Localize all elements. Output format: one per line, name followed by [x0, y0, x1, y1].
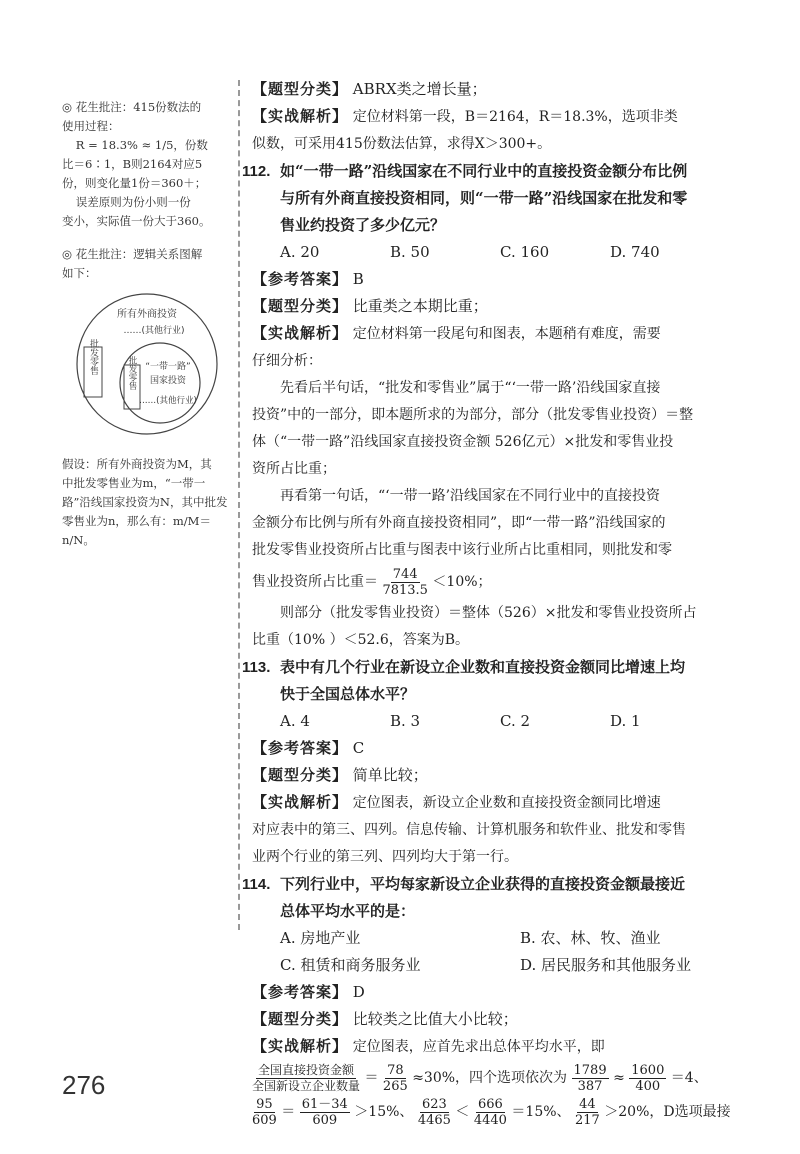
main-content [242, 76, 752, 1129]
note-line: 路”沿线国家投资为N，其中批发 [62, 495, 228, 509]
note-line: 变小，实际值一份大于360。 [62, 214, 211, 228]
fraction-numerator: 全国直接投资金额 [258, 1062, 355, 1077]
option-b[interactable]: B. 3 [390, 712, 421, 730]
q114-answer-line [252, 979, 752, 1006]
answer-label: 【参考答案】 [252, 983, 349, 1001]
fraction [382, 567, 428, 598]
peanut-note-2 [62, 245, 232, 550]
analysis-text: 再看第一句话，“‘一带一路’沿线国家在不同行业中的直接投资 [280, 488, 661, 504]
relationship-diagram [72, 289, 222, 439]
option-a[interactable]: A. 房地产业 [280, 929, 361, 947]
class-text: ABRX类之增长量； [352, 80, 487, 98]
fraction-denominator: 400 [635, 1078, 661, 1094]
question-line: 如“一带一路”沿线国家在不同行业中的直接投资金额分布比例 [280, 162, 688, 180]
prev-analysis-line [252, 103, 752, 131]
q114-class-line [252, 1006, 752, 1033]
class-text: 比重类之本期比重； [352, 297, 488, 315]
analysis-text: 业两个行业的第三列、四列均大于第一行。 [252, 849, 518, 865]
analysis-text: 仔细分析： [252, 353, 322, 369]
answer-label: 【参考答案】 [252, 739, 349, 757]
option-a[interactable]: A. 4 [280, 712, 310, 730]
question-line: 总体平均水平的是： [280, 902, 416, 920]
answer-value: B [352, 270, 364, 288]
class-text: 简单比较； [352, 766, 428, 784]
analysis-text: ＝4、 [670, 1070, 708, 1086]
option-c[interactable]: C. 2 [500, 712, 531, 730]
q112-answer-line [252, 266, 752, 293]
analysis-text: 体（“一带一路”沿线国家直接投资金额 526亿元）×批发和零售业投 [252, 434, 674, 450]
diagram-inner-sub: ……(其他行业) [139, 396, 197, 406]
option-d[interactable]: D. 居民服务和其他服务业 [520, 956, 692, 974]
prev-class-line [252, 76, 752, 103]
analysis-text: 资所占比重； [252, 461, 336, 477]
fraction-numerator: 61－34 [301, 1096, 348, 1112]
analysis-text: 则部分（批发零售业投资）＝整体（526）×批发和零售业投资所占 [280, 605, 697, 621]
operator: ＝ [364, 1070, 379, 1086]
analysis-text: ＞20%，D选项最接 [604, 1104, 731, 1120]
option-d[interactable]: D. 1 [610, 712, 641, 730]
question-number: 112. [242, 163, 271, 180]
diagram-inner-label: 国家投资 [149, 376, 187, 386]
question-number: 113. [242, 659, 271, 676]
analysis-text: ≈30%，四个选项依次为 [412, 1070, 568, 1086]
class-label: 【题型分类】 [252, 766, 349, 784]
analysis-text: ＞15%、 [354, 1104, 414, 1120]
q114-options [252, 925, 752, 979]
note-line: 比＝6∶1，B则2164对应5 [62, 157, 203, 171]
q113-class-line [252, 762, 752, 789]
fraction-numerator: 744 [392, 566, 418, 582]
fraction [418, 1097, 451, 1128]
note-line: 使用过程： [62, 119, 120, 133]
column-divider [238, 80, 240, 930]
fraction-numerator: 95 [256, 1096, 273, 1112]
q114-formula-line-1 [252, 1061, 752, 1095]
question-112 [242, 158, 752, 239]
answer-label: 【参考答案】 [252, 270, 349, 288]
q113-options [252, 708, 752, 735]
fraction [572, 1063, 609, 1094]
fraction-denominator: 265 [382, 1078, 408, 1094]
fraction-denominator: 217 [574, 1112, 600, 1128]
question-line: 与所有外商直接投资相同，则“一带一路”沿线国家在批发和零 [280, 189, 688, 207]
analysis-text: ＝15%、 [511, 1104, 571, 1120]
analysis-text: 投资”中的一部分，即本题所求的为部分，部分（批发零售业投资）＝整 [252, 407, 694, 423]
q112-options [252, 239, 752, 266]
analysis-text: 似数，可采用415份数法估算，求得X＞300+。 [252, 136, 552, 152]
fraction [629, 1063, 666, 1094]
class-label: 【题型分类】 [252, 297, 349, 315]
question-line: 快于全国总体水平？ [280, 685, 416, 703]
option-c[interactable]: C. 160 [500, 243, 550, 261]
fraction [252, 1063, 360, 1094]
analysis-label: 【实战解析】 [252, 1037, 349, 1055]
fraction-numerator: 44 [579, 1096, 596, 1112]
diagram-left-tag: 批发零售 [88, 339, 98, 375]
analysis-text: 定位图表，新设立企业数和直接投资金额同比增速 [352, 795, 661, 811]
operator: ＜ [455, 1104, 470, 1120]
fraction-denominator: 387 [577, 1078, 603, 1094]
fraction [383, 1063, 408, 1094]
analysis-text: ＜10%； [432, 574, 492, 590]
fraction-denominator: 609 [252, 1112, 277, 1128]
analysis-text: 定位材料第一段，B＝2164，R＝18.3%，选项非类 [352, 109, 678, 125]
analysis-text: 对应表中的第三、四列。信息传输、计算机服务和软件业、批发和零售 [252, 822, 686, 838]
analysis-text: 售业投资所占比重＝ [252, 574, 378, 590]
question-number: 114. [242, 876, 271, 893]
question-line: 下列行业中，平均每家新设立企业获得的直接投资金额最接近 [280, 875, 686, 893]
q112-analysis-line [252, 320, 752, 348]
operator: ≈ [613, 1070, 625, 1086]
class-text: 比较类之比值大小比较； [352, 1010, 518, 1028]
analysis-label: 【实战解析】 [252, 324, 349, 342]
fraction [474, 1097, 507, 1128]
note-line: R = 18.3% ≈ 1/5，份数 [75, 138, 208, 152]
question-114 [242, 871, 752, 925]
option-a[interactable]: A. 20 [280, 243, 320, 261]
option-b[interactable]: B. 50 [390, 243, 430, 261]
note-line: 如下： [62, 266, 97, 280]
page-number: 276 [62, 1070, 106, 1100]
q113-analysis-line [252, 789, 752, 817]
note-line: ◎ 花生批注：逻辑关系图解 [62, 247, 203, 261]
question-113 [242, 654, 752, 708]
diagram-outer-label: 所有外商投资 [117, 309, 177, 320]
fraction-numerator: 1600 [631, 1062, 665, 1078]
analysis-text: 比重（10% ）＜52.6，答案为B。 [252, 632, 470, 648]
note-line: 中批发零售业为m，“一带一 [62, 476, 206, 490]
operator: ＝ [281, 1104, 296, 1120]
analysis-label: 【实战解析】 [252, 793, 349, 811]
class-label: 【题型分类】 [252, 80, 349, 98]
analysis-label: 【实战解析】 [252, 107, 349, 125]
q114-formula-line-2 [252, 1095, 752, 1129]
q113-answer-line [252, 735, 752, 762]
note-line: 误差原则为份小则一份 [75, 195, 191, 209]
analysis-text: 定位材料第一段尾句和图表，本题稍有难度，需要 [352, 326, 661, 342]
diagram-outer-sub: ……(其他行业) [123, 326, 185, 336]
fraction [575, 1097, 600, 1128]
fraction [252, 1097, 277, 1128]
class-label: 【题型分类】 [252, 1010, 349, 1028]
fraction-numerator: 623 [421, 1096, 447, 1112]
q114-analysis-line [252, 1033, 752, 1061]
answer-value: C [352, 739, 365, 757]
q112-class-line [252, 293, 752, 320]
analysis-text: 先看后半句话，“批发和零售业”属于“‘一带一路’沿线国家直接 [280, 380, 661, 396]
diagram-inner-left: 批发零售 [127, 356, 137, 390]
fraction-denominator: 全国新设立企业数量 [252, 1078, 361, 1093]
question-line: 售业约投资了多少亿元？ [280, 216, 446, 234]
peanut-note-1 [62, 98, 232, 231]
margin-notes [62, 98, 232, 550]
analysis-text: 定位图表，应首先求出总体平均水平，即 [352, 1039, 605, 1055]
question-line: 表中有几个行业在新设立企业数和直接投资金额同比增速上均 [280, 658, 686, 676]
analysis-formula-line [252, 564, 752, 600]
option-b[interactable]: B. 农、林、牧、渔业 [520, 929, 661, 947]
note-line: 假设：所有外商投资为M，其 [62, 457, 212, 471]
fraction-numerator: 78 [387, 1062, 404, 1078]
diagram-inner-title: “一带一路” [145, 362, 191, 372]
fraction-numerator: 1789 [573, 1062, 607, 1078]
fraction-numerator: 666 [477, 1096, 503, 1112]
note-line: 零售业为n，那么有：m/M＝n/N。 [62, 514, 211, 547]
analysis-text: 金额分布比例与所有外商直接投资相同”，即“一带一路”沿线国家的 [252, 515, 666, 531]
answer-value: D [352, 983, 365, 1001]
fraction-denominator: 7813.5 [382, 582, 428, 598]
option-d[interactable]: D. 740 [610, 243, 660, 261]
fraction-denominator: 4440 [473, 1112, 507, 1128]
analysis-text: 批发零售业投资所占比重与图表中该行业所占比重相同，则批发和零 [252, 542, 672, 558]
fraction [300, 1097, 350, 1128]
note-line: ◎ 花生批注：415份数法的 [62, 100, 202, 114]
note-line: 份，则变化量1份＝360＋； [62, 176, 207, 190]
option-c[interactable]: C. 租赁和商务服务业 [280, 956, 421, 974]
fraction-denominator: 609 [312, 1112, 338, 1128]
fraction-denominator: 4465 [417, 1112, 451, 1128]
